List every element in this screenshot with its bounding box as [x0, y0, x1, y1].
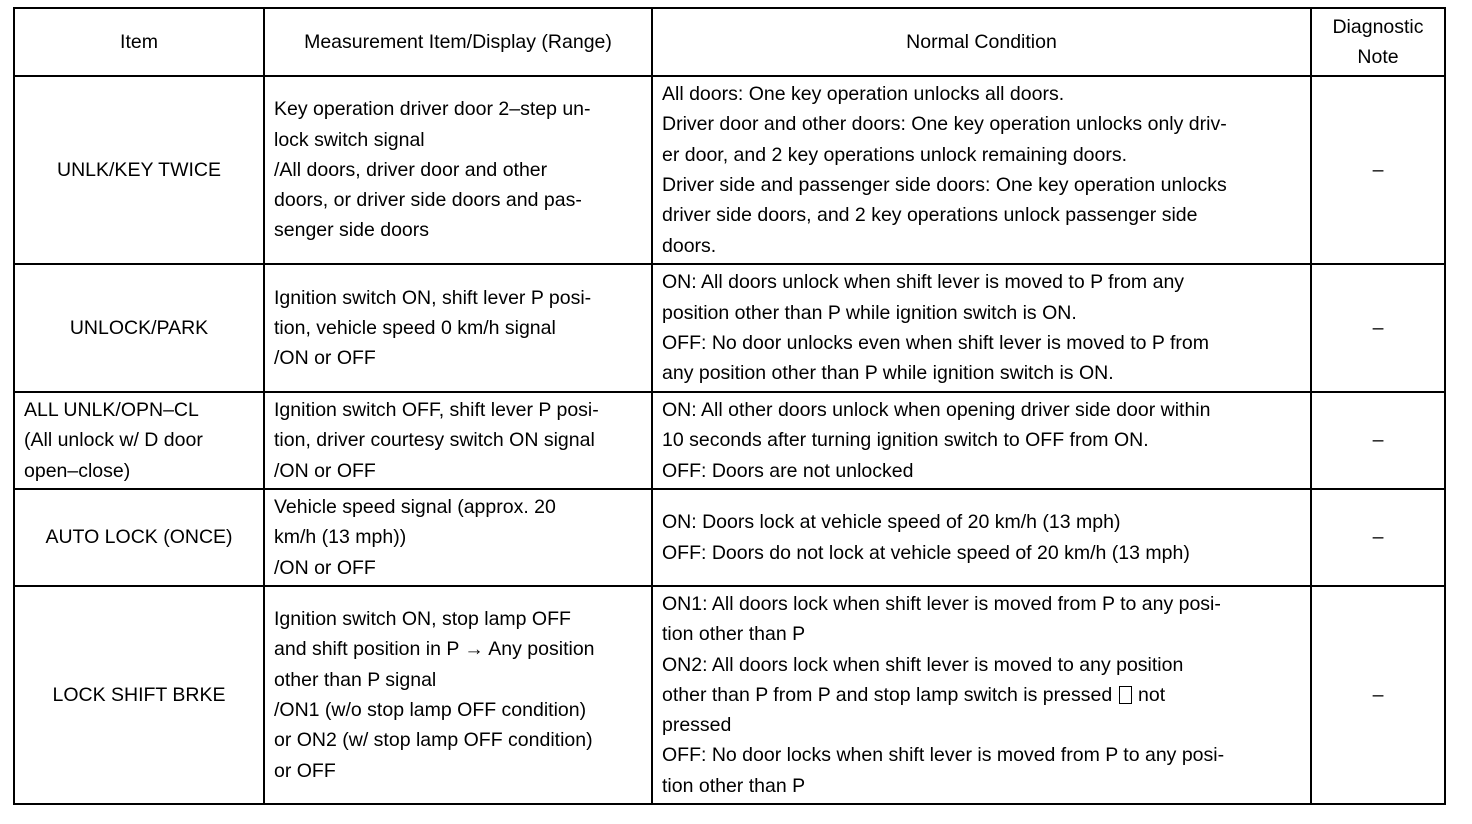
text-line: pressed [662, 714, 732, 737]
text-line: OFF: No door unlocks even when shift lever is moved to P from [662, 332, 1209, 354]
text-line: Key operation driver door 2–step un- [274, 98, 591, 121]
item-cell: LOCK SHIFT BRKE [14, 586, 264, 804]
item-cell: UNLOCK/PARK [14, 264, 264, 392]
table-row [14, 76, 1445, 264]
text-line: km/h (13 mph)) [274, 526, 407, 549]
text-line: position other than P while ignition switch is ON. [662, 301, 1077, 324]
note-cell: – [1311, 586, 1445, 804]
text-line: ON: All doors unlock when shift lever is moved to P from any [662, 271, 1185, 294]
text-line: lock switch signal [274, 128, 425, 151]
text-line: driver side doors, and 2 key operations unlock passenger side [662, 204, 1198, 227]
text-line: All doors: One key operation unlocks all doors. [662, 83, 1065, 106]
text-line: OFF: Doors do not lock at vehicle speed of 20 km/h (13 mph) [662, 541, 1190, 564]
data-table [13, 7, 1446, 805]
item-cell: UNLK/KEY TWICE [14, 76, 264, 264]
text-line: and shift position in P → Any position [274, 638, 595, 661]
text-line [662, 680, 1301, 710]
text-line: ON1: All doors lock when shift lever is moved from P to any posi- [662, 592, 1221, 615]
header-measurement: Measurement Item/Display (Range) [264, 8, 652, 76]
text-line: senger side doors [274, 219, 430, 242]
condition-cell [652, 76, 1311, 264]
text-line: Ignition switch ON, shift lever P posi- [274, 286, 592, 309]
text-line: Driver door and other doors: One key operation unlocks only driv- [662, 113, 1227, 136]
missing-glyph-icon [1119, 686, 1132, 704]
note-cell: – [1311, 489, 1445, 586]
text-line: er door, and 2 key operations unlock remaining doors. [662, 143, 1128, 166]
text-line: ON2: All doors lock when shift lever is moved to any position [662, 653, 1184, 676]
text-fragment: not [1138, 683, 1166, 706]
text-line: tion other than P [662, 623, 806, 646]
table-row [14, 392, 1445, 489]
text-line: /ON1 (w/o stop lamp OFF condition) [274, 699, 587, 721]
text-line: ON: All other doors unlock when opening driver side door within [662, 399, 1211, 422]
header-normal-condition: Normal Condition [652, 8, 1311, 76]
item-cell [14, 392, 264, 489]
header-diagnostic-note [1311, 8, 1445, 76]
text-line: ON: Doors lock at vehicle speed of 20 km/h (13 mph) [662, 511, 1121, 534]
condition-cell [652, 392, 1311, 489]
text-line: other than P signal [274, 668, 437, 691]
note-cell: – [1311, 76, 1445, 264]
text-line: ALL UNLK/OPN–CL [24, 399, 199, 422]
text-line: any position other than P while ignition switch is ON. [662, 362, 1114, 385]
text-line: Ignition switch OFF, shift lever P posi- [274, 399, 599, 422]
note-cell: – [1311, 392, 1445, 489]
condition-cell [652, 586, 1311, 804]
text-line: OFF: No door locks when shift lever is moved from P to any posi- [662, 744, 1225, 767]
text-line: or OFF [274, 759, 336, 782]
text-line: (All unlock w/ D door [24, 429, 203, 452]
text-line: tion, driver courtesy switch ON signal [274, 429, 595, 452]
measurement-cell [264, 489, 652, 586]
text-line: tion other than P [662, 774, 806, 797]
text-line: or ON2 (w/ stop lamp OFF condition) [274, 729, 593, 752]
header-row [14, 8, 1445, 76]
note-cell: – [1311, 264, 1445, 392]
text-line: open–close) [24, 459, 131, 482]
measurement-cell [264, 586, 652, 804]
table-row [14, 264, 1445, 392]
text-line: /ON or OFF [274, 556, 376, 579]
text-line: Ignition switch ON, stop lamp OFF [274, 608, 571, 631]
text-line: Vehicle speed signal (approx. 20 [274, 496, 556, 519]
condition-cell [652, 264, 1311, 392]
text-line: tion, vehicle speed 0 km/h signal [274, 316, 556, 339]
text-line: 10 seconds after turning ignition switch to OFF from ON. [662, 429, 1149, 452]
header-note-line: Diagnostic [1332, 15, 1424, 38]
text-line: OFF: Doors are not unlocked [662, 459, 914, 482]
text-line: doors, or driver side doors and pas- [274, 189, 582, 212]
header-note-line: Note [1357, 46, 1399, 68]
measurement-cell [264, 76, 652, 264]
text-line: /ON or OFF [274, 347, 376, 370]
measurement-cell [264, 264, 652, 392]
condition-cell [652, 489, 1311, 586]
text-line: /All doors, driver door and other [274, 158, 548, 181]
table-row [14, 586, 1445, 804]
text-fragment: other than P from P and stop lamp switch is pressed [662, 683, 1113, 706]
text-line: /ON or OFF [274, 459, 376, 482]
text-line: Driver side and passenger side doors: One key operation unlocks [662, 174, 1227, 196]
header-item: Item [14, 8, 264, 76]
measurement-cell [264, 392, 652, 489]
text-line: doors. [662, 234, 717, 257]
item-cell: AUTO LOCK (ONCE) [14, 489, 264, 586]
table-row [14, 489, 1445, 586]
